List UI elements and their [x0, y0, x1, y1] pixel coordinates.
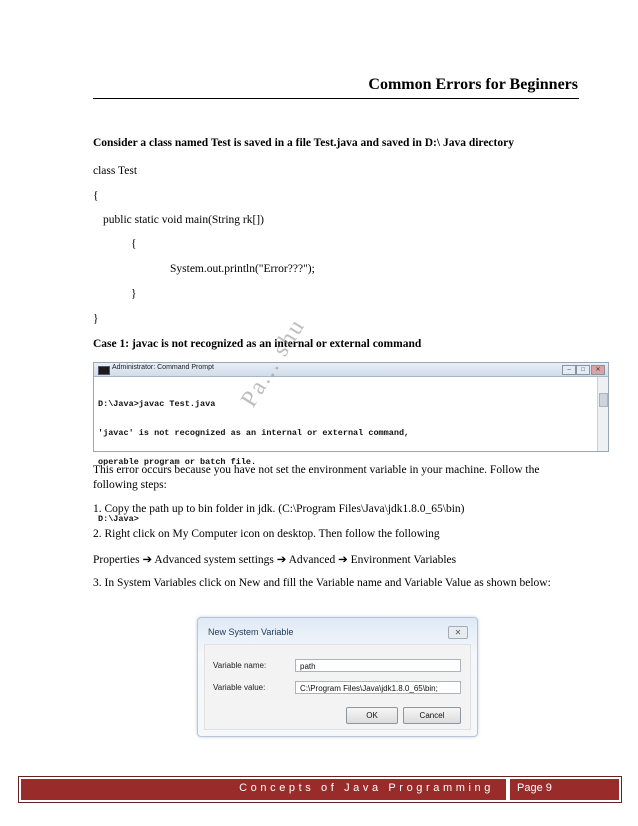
page-number: Page 9 [517, 782, 552, 794]
case1-heading: Case 1: javac is not recognized as an internal or external command [93, 338, 422, 350]
cmd-icon [98, 366, 110, 375]
footer-page-band [510, 779, 619, 800]
page-header-title: Common Errors for Beginners [368, 76, 578, 93]
settings-path [93, 552, 456, 566]
footer-course-band [21, 779, 506, 800]
ok-button[interactable]: OK [346, 707, 398, 724]
arrow-icon: ➔ [276, 554, 287, 566]
code-line-1: class Test [93, 165, 138, 177]
cmd-line: 'javac' is not recognized as an internal or external command, [98, 427, 410, 438]
intro-text: Consider a class named Test is saved in a file Test.java and saved in D:\ Java directory [93, 137, 514, 149]
arrow-icon: ➔ [338, 554, 348, 566]
variable-name-label: Variable name: [213, 661, 267, 670]
variable-name-input[interactable]: path [295, 659, 461, 672]
minimize-icon: – [562, 365, 576, 375]
page-footer [18, 776, 622, 803]
step-2: 2. Right click on My Computer icon on desktop. Then follow the following [93, 528, 440, 540]
variable-value-label: Variable value: [213, 683, 266, 692]
cmd-line: D:\Java> [98, 514, 139, 525]
explanation-text: This error occurs because you have not set the environment variable in your machine. Follow the following steps: [93, 464, 540, 491]
path-environment-variables: Environment Variables [350, 554, 457, 566]
cmd-title-bar [94, 363, 608, 377]
arrow-icon: ➔ [142, 554, 153, 566]
path-advanced: Advanced [288, 554, 336, 566]
maximize-icon: □ [576, 365, 590, 375]
cmd-scrollbar [597, 377, 608, 451]
close-icon: ✕ [591, 365, 605, 375]
close-icon[interactable]: ✕ [448, 626, 468, 639]
cmd-line: operable program or batch file. [98, 456, 257, 467]
path-properties: Properties [93, 554, 140, 566]
step-1: 1. Copy the path up to bin folder in jdk. (C:\Program Files\Java\jdk1.8.0_65\bin) [93, 503, 465, 515]
path-advanced-system-settings: Advanced system settings [154, 554, 274, 566]
watermark: Pa... shu [236, 313, 311, 412]
scrollbar-thumb [599, 393, 608, 407]
cmd-line: D:\Java>javac Test.java [98, 399, 216, 410]
code-line-3: public static void main(String rk[]) [103, 214, 264, 226]
step-3: 3. In System Variables click on New and fill the Variable name and Variable Value as shown below: [93, 577, 551, 589]
code-line-5: System.out.println("Error???"); [170, 263, 315, 275]
code-line-7: } [93, 313, 99, 325]
cmd-title: Administrator: Command Prompt [112, 364, 214, 371]
code-line-2: { [93, 190, 99, 202]
cancel-button[interactable]: Cancel [403, 707, 461, 724]
footer-course-title: Concepts of Java Programming [239, 782, 494, 794]
new-system-variable-dialog [197, 617, 478, 737]
dialog-title: New System Variable [208, 627, 294, 637]
header-divider [93, 98, 579, 99]
code-line-4: { [131, 238, 137, 250]
variable-value-input[interactable]: C:\Program Files\Java\jdk1.8.0_65\bin; [295, 681, 461, 694]
dialog-body [204, 644, 471, 730]
code-line-6: } [131, 288, 137, 300]
